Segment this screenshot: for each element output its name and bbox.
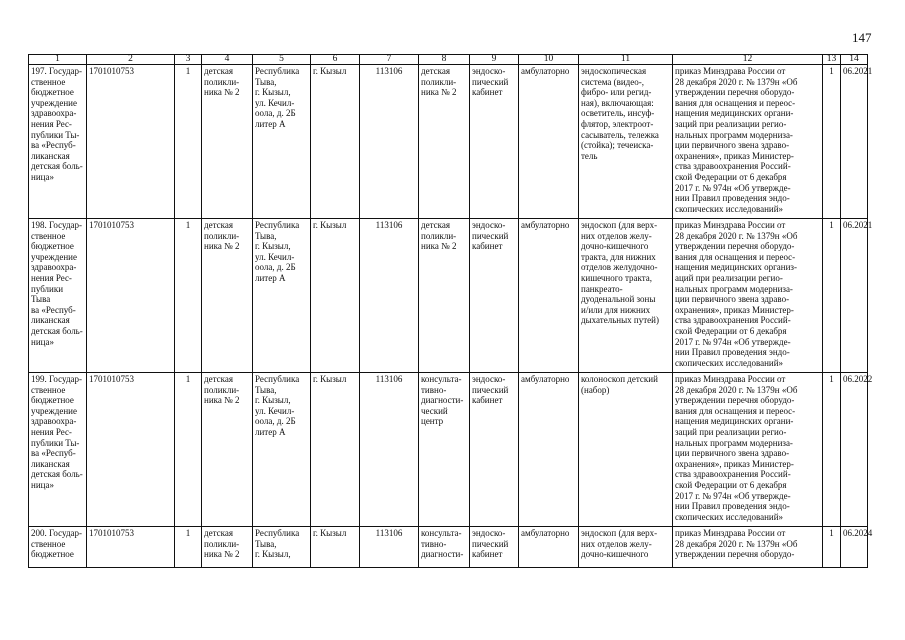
room-cell: эндоско- пический кабинет	[470, 65, 519, 219]
equipment-register-table	[28, 54, 873, 568]
city-cell: г. Кызыл	[311, 219, 360, 373]
count-cell: 1	[823, 219, 841, 373]
mode-cell: амбулаторно	[519, 219, 579, 373]
date-cell: 06.2021	[841, 219, 868, 373]
count-cell: 1	[823, 527, 841, 568]
table-row	[29, 219, 868, 373]
mode-cell: амбулаторно	[519, 65, 579, 219]
column-header: 3	[175, 55, 202, 65]
date-cell: 06.2024	[841, 527, 868, 568]
column-header: 12	[673, 55, 823, 65]
column-header: 10	[519, 55, 579, 65]
city-cell: г. Кызыл	[311, 65, 360, 219]
column-header: 11	[579, 55, 673, 65]
basis-cell: приказ Минздрава России от 28 декабря 2020 г. № 1379н «Об утверждении перечня оборудо- вания для оснащения и переос- нащения медицинских организ- аций при реализации регио- нальных программ модерниза- ции первичного звена здраво- охранения», приказ Министер- ства здравоохранения Россий- ской Федерации от 6 декабря 2017 г. № 974н «Об утвержде- нии Правил проведения эндо- скопических исследований»	[673, 219, 823, 373]
code-cell: 1701010753	[87, 527, 175, 568]
organization-cell: 197. Государ- ственное бюджетное учреждение здравоохра- нения Рес- публики Ты- ва «Респуб- ликанская детская боль- ница»	[29, 65, 87, 219]
header-row	[29, 55, 868, 65]
subdivision-cell: детская поликли- ника № 2	[202, 65, 253, 219]
count-cell: 1	[823, 373, 841, 527]
postcode-cell: 113106	[360, 65, 419, 219]
room-cell: эндоско- пический кабинет	[470, 373, 519, 527]
equipment-cell: колоноскоп детский (набор)	[579, 373, 673, 527]
address-cell: Республика Тыва, г. Кызыл, ул. Кечил- оола, д. 2Б литер А	[253, 65, 311, 219]
unit-cell: консульта- тивно- диагности- ческий центр	[419, 373, 470, 527]
date-cell: 06.2022	[841, 373, 868, 527]
column-header: 5	[253, 55, 311, 65]
code-cell: 1701010753	[87, 373, 175, 527]
mode-cell: амбулаторно	[519, 373, 579, 527]
table-row	[29, 373, 868, 527]
equipment-cell: эндоскопическая система (видео-, фибро- или регид- ная), включающая: осветитель, инсуф- флятор, электроот- сасыватель, тележка (стойка); течеиска- тель	[579, 65, 673, 219]
column-header: 7	[360, 55, 419, 65]
page-number: 147	[852, 30, 872, 45]
column-header: 13	[823, 55, 841, 65]
column-header: 2	[87, 55, 175, 65]
quantity-cell: 1	[175, 219, 202, 373]
postcode-cell: 113106	[360, 219, 419, 373]
table-row	[29, 527, 868, 568]
equipment-cell: эндоскоп (для верх- них отделов желу- дочно-кишечного	[579, 527, 673, 568]
room-cell: эндоско- пический кабинет	[470, 219, 519, 373]
count-cell: 1	[823, 65, 841, 219]
subdivision-cell: детская поликли- ника № 2	[202, 527, 253, 568]
organization-cell: 200. Государ- ственное бюджетное	[29, 527, 87, 568]
quantity-cell: 1	[175, 373, 202, 527]
basis-cell: приказ Минздрава России от 28 декабря 2020 г. № 1379н «Об утверждении перечня оборудо-	[673, 527, 823, 568]
column-header: 8	[419, 55, 470, 65]
city-cell: г. Кызыл	[311, 527, 360, 568]
mode-cell: амбулаторно	[519, 527, 579, 568]
basis-cell: приказ Минздрава России от 28 декабря 2020 г. № 1379н «Об утверждении перечня оборудо- вания для оснащения и переос- нащения медицинских органи- заций при реализации регио- нальных программ модерниза- ции первичного звена здраво- охранения», приказ Министер- ства здравоохранения Россий- ской Федерации от 6 декабря 2017 г. № 974н «Об утвержде- нии Правил проведения эндо- скопических исследований»	[673, 373, 823, 527]
room-cell: эндоско- пический кабинет	[470, 527, 519, 568]
subdivision-cell: детская поликли- ника № 2	[202, 219, 253, 373]
address-cell: Республика Тыва, г. Кызыл, ул. Кечил- оола, д. 2Б литер А	[253, 373, 311, 527]
city-cell: г. Кызыл	[311, 373, 360, 527]
basis-cell: приказ Минздрава России от 28 декабря 2020 г. № 1379н «Об утверждении перечня оборудо- вания для оснащения и переос- нащения медицинских органи- заций при реализации регио- нальных программ модерниза- ции первичного звена здраво- охранения», приказ Министер- ства здравоохранения Россий- ской Федерации от 6 декабря 2017 г. № 974н «Об утвержде- нии Правил проведения эндо- скопических исследований»	[673, 65, 823, 219]
address-cell: Республика Тыва, г. Кызыл,	[253, 527, 311, 568]
table-header	[29, 55, 868, 65]
code-cell: 1701010753	[87, 65, 175, 219]
unit-cell: детская поликли- ника № 2	[419, 65, 470, 219]
address-cell: Республика Тыва, г. Кызыл, ул. Кечил- оола, д. 2Б литер А	[253, 219, 311, 373]
postcode-cell: 113106	[360, 527, 419, 568]
column-header: 14	[841, 55, 868, 65]
unit-cell: консульта- тивно- диагности-	[419, 527, 470, 568]
column-header: 9	[470, 55, 519, 65]
organization-cell: 198. Государ- ственное бюджетное учреждение здравоохра- нения Рес- публики Тыва ва «Респуб- ликанская детская боль- ница»	[29, 219, 87, 373]
subdivision-cell: детская поликли- ника № 2	[202, 373, 253, 527]
quantity-cell: 1	[175, 527, 202, 568]
quantity-cell: 1	[175, 65, 202, 219]
unit-cell: детская поликли- ника № 2	[419, 219, 470, 373]
column-header: 4	[202, 55, 253, 65]
date-cell: 06.2021	[841, 65, 868, 219]
postcode-cell: 113106	[360, 373, 419, 527]
organization-cell: 199. Государ- ственное бюджетное учреждение здравоохра- нения Рес- публики Ты- ва «Респуб- ликанская детская боль- ница»	[29, 373, 87, 527]
column-header: 6	[311, 55, 360, 65]
column-header: 1	[29, 55, 87, 65]
code-cell: 1701010753	[87, 219, 175, 373]
equipment-cell: эндоскоп (для верх- них отделов желу- дочно-кишечного тракта, для нижних отделов желудочно- кишечного тракта, панкреато- дуоденальной зоны и/или для нижних дыхательных путей)	[579, 219, 673, 373]
table-row	[29, 65, 868, 219]
